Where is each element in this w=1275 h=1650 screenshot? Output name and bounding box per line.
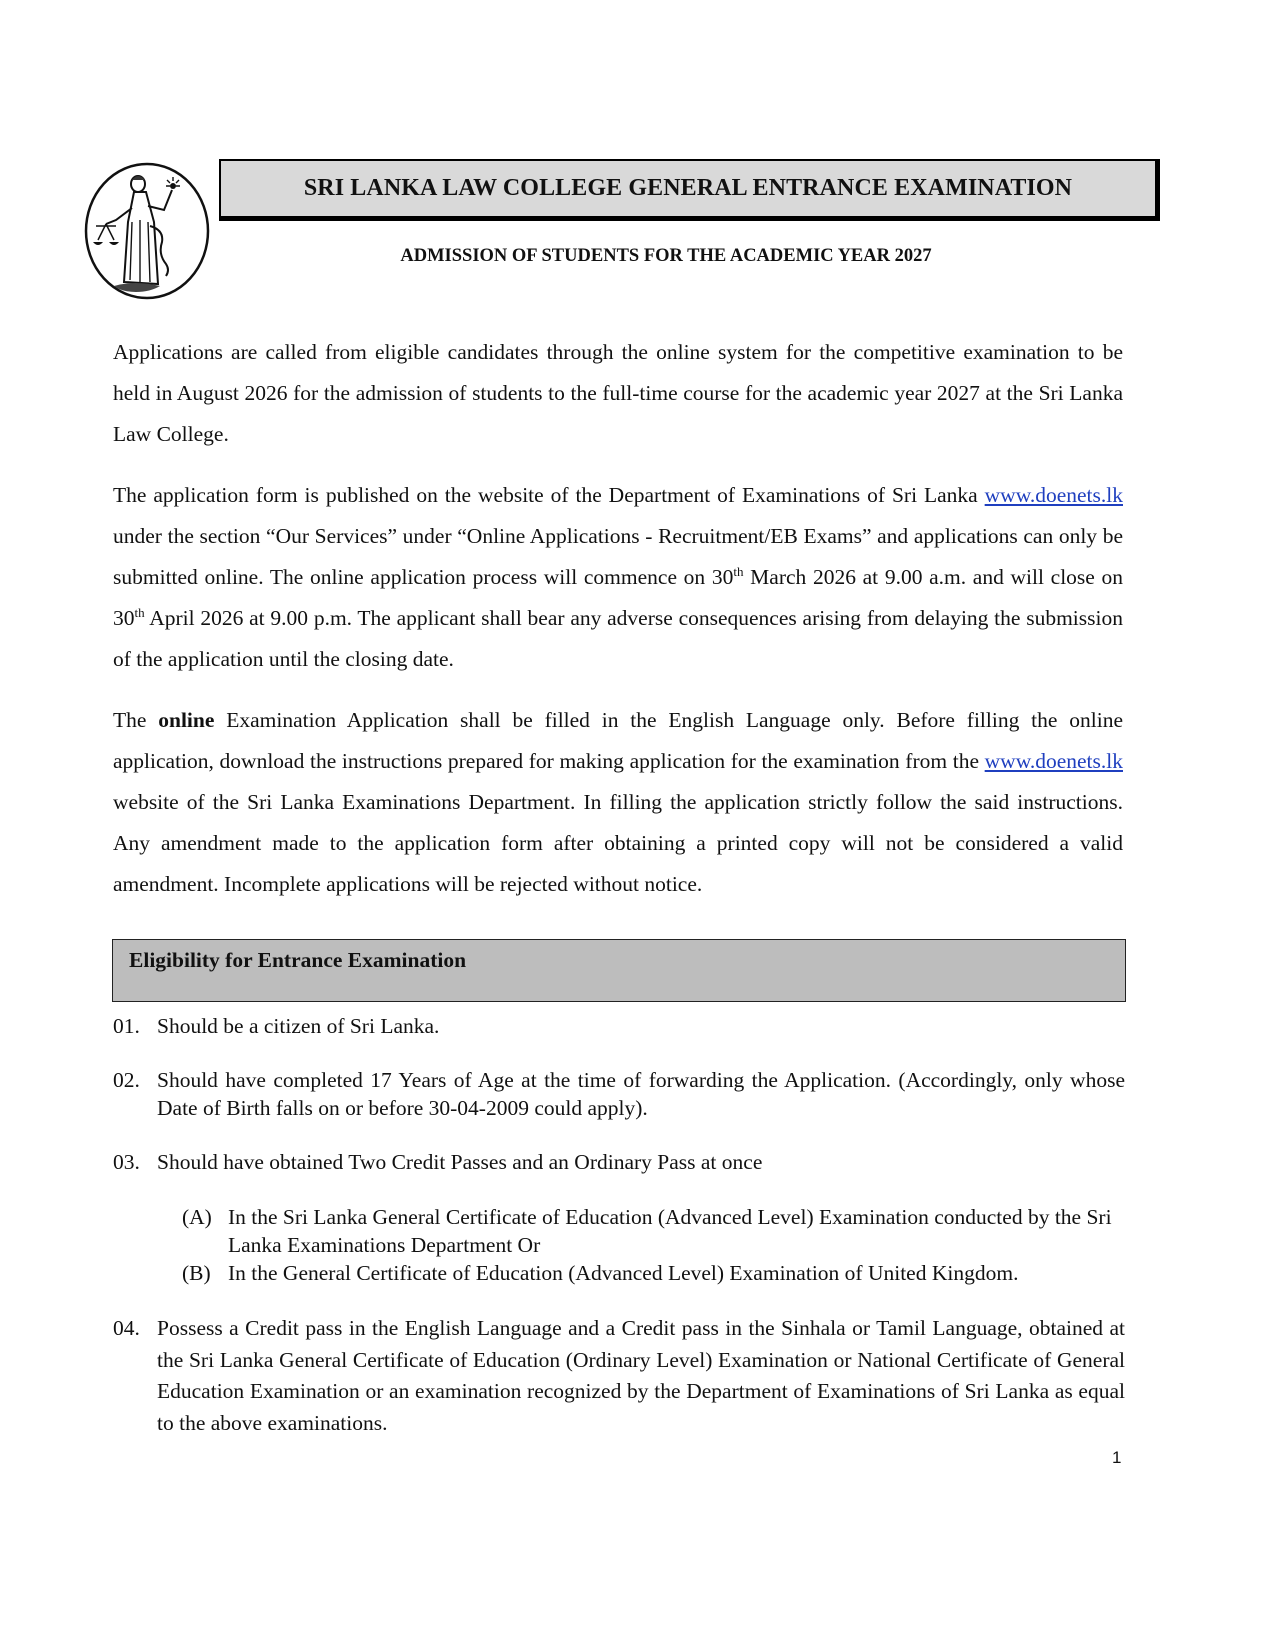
document-title: SRI LANKA LAW COLLEGE GENERAL ENTRANCE EXAMINATION [303, 175, 1073, 201]
doenets-link[interactable]: www.doenets.lk [984, 749, 1123, 773]
item-text: Should have completed 17 Years of Age at the time of forwarding the Application. (Accordingly, only whose Date of Birth falls on or before 30-04-2009 could apply). [157, 1068, 1125, 1120]
subitem-text: In the General Certificate of Education (Advanced Level) Examination of United Kingdom. [228, 1261, 1019, 1285]
item-text: Should be a citizen of Sri Lanka. [157, 1014, 440, 1038]
paragraph-text: The [113, 708, 159, 732]
eligibility-item-02 [113, 1066, 1125, 1122]
eligibility-item-03 [113, 1148, 1125, 1176]
paragraph-text: website of the Sri Lanka Examinations Department. In filling the application strictly follow the said instructions. Any amendment made to the application form after obtaining a printed copy will not be considered a valid amendment. Incomplete applications will be rejected without notice. [113, 790, 1123, 896]
item-text: Should have obtained Two Credit Passes and an Ordinary Pass at once [157, 1150, 763, 1174]
ordinal-suffix: th [134, 604, 145, 620]
paragraph-text: under the section “Our Services” under “Online Applications - Recruitment/EB Exams” and applications can only be submitted online. The online application process will commence on 30 [113, 524, 1123, 589]
document-subtitle: ADMISSION OF STUDENTS FOR THE ACADEMIC YEAR 2027 [400, 246, 932, 266]
online-application-paragraph [113, 700, 1123, 905]
paragraph-text: April 2026 at 9.00 p.m. The applicant shall bear any adverse consequences arising from delaying the submission of the application until the closing date. [113, 606, 1123, 671]
subitem-label: (B) [182, 1261, 211, 1285]
law-college-emblem-icon [84, 162, 210, 300]
doenets-link[interactable]: www.doenets.lk [984, 483, 1123, 507]
intro-paragraph: Applications are called from eligible candidates through the online system for the competitive examination to be held in August 2026 for the admission of students to the full-time course for the academic year 2027 at the Sri Lanka Law College. [113, 340, 1123, 446]
application-form-paragraph [113, 475, 1123, 680]
eligibility-subitem-a [182, 1203, 1112, 1259]
document-title-box [219, 159, 1160, 221]
page-number: 1 [1112, 1448, 1122, 1467]
eligibility-item-04 [113, 1313, 1125, 1439]
emphasis-text: online [158, 708, 215, 732]
section-heading: Eligibility for Entrance Examination [129, 948, 467, 972]
item-number: 03. [113, 1150, 140, 1174]
eligibility-subitem-b [182, 1259, 1112, 1287]
paragraph-text: The application form is published on the website of the Department of Examinations of Sri Lanka [113, 483, 985, 507]
item-number: 04. [113, 1316, 140, 1340]
subitem-text: In the Sri Lanka General Certificate of Education (Advanced Level) Examination conducted by the Sri Lanka Examinations Department Or [228, 1205, 1112, 1257]
eligibility-item-01 [113, 1012, 1125, 1040]
item-number: 01. [113, 1014, 140, 1038]
paragraph-text: Examination Application shall be filled in the English Language only. Before filling the online application, download the instructions prepared for making application for the examination from the [113, 708, 1123, 773]
eligibility-section-header [112, 939, 1126, 1002]
paragraph-text: March 2026 at 9.00 a.m. and will close on 30 [113, 565, 1124, 630]
ordinal-suffix: th [733, 563, 744, 579]
subitem-label: (A) [182, 1205, 212, 1229]
item-number: 02. [113, 1068, 140, 1092]
item-text: Possess a Credit pass in the English Language and a Credit pass in the Sinhala or Tamil Language, obtained at the Sri Lanka General Certificate of Education (Ordinary Level) Examination or National Certificate of General Education Examination or an examination recognized by the Department of Examinations of Sri Lanka as equal to the above examinations. [157, 1316, 1125, 1435]
